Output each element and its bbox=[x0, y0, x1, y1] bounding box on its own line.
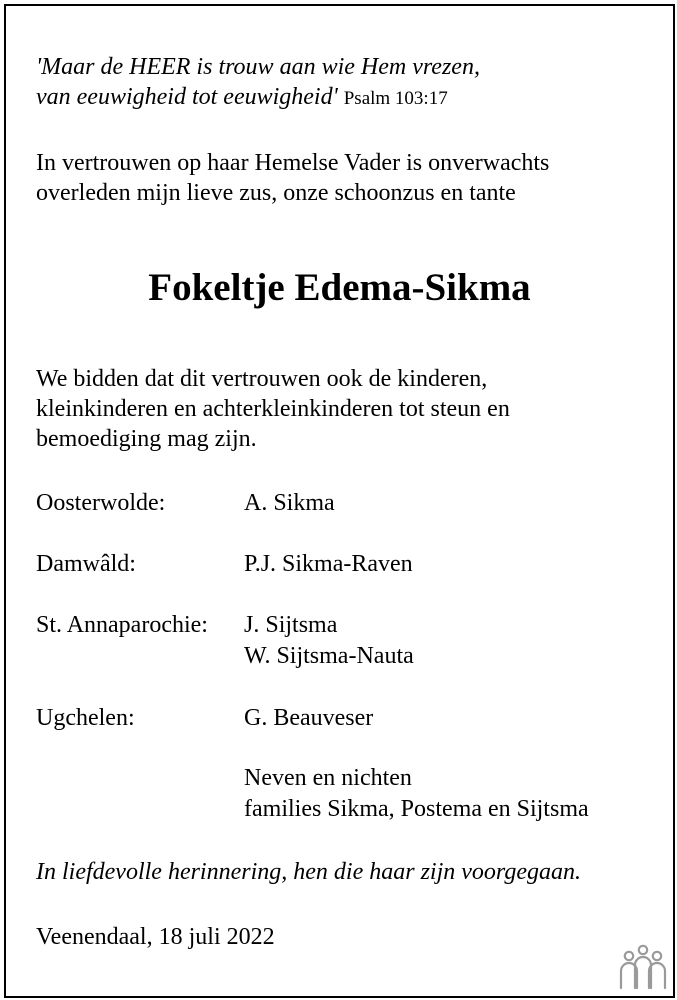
obituary-card bbox=[4, 4, 675, 998]
prayer-line-2: kleinkinderen en achterkleinkinderen tot steun en bbox=[36, 396, 510, 422]
relative-name: J. Sijtsma bbox=[244, 612, 338, 638]
prayer-line-3: bemoediging mag zijn. bbox=[36, 426, 257, 452]
intro-line-2: overleden mijn lieve zus, onze schoonzus en tante bbox=[36, 180, 516, 206]
people-group-icon bbox=[618, 944, 668, 990]
bible-quote-text: van eeuwigheid tot eeuwigheid' bbox=[36, 84, 338, 110]
deceased-name: Fokeltje Edema-Sikma bbox=[148, 266, 531, 309]
bible-quote-line-2 bbox=[36, 82, 448, 114]
relative-name: G. Beauveser bbox=[244, 705, 374, 731]
relative-place: St. Annaparochie: bbox=[36, 612, 208, 638]
memorial-line: In liefdevolle herinnering, hen die haar zijn voorgegaan. bbox=[36, 859, 582, 885]
relative-name: P.J. Sikma-Raven bbox=[244, 551, 413, 577]
intro-line-1: In vertrouwen op haar Hemelse Vader is onverwachts bbox=[36, 150, 550, 176]
bible-reference: Psalm 103:17 bbox=[343, 88, 448, 109]
bible-quote-line-1: 'Maar de HEER is trouw aan wie Hem vrezen, bbox=[36, 54, 480, 80]
relative-name: A. Sikma bbox=[244, 490, 335, 516]
relative-place: Damwâld: bbox=[36, 551, 136, 577]
relative-name: W. Sijtsma-Nauta bbox=[244, 643, 414, 669]
relative-place: Ugchelen: bbox=[36, 705, 135, 731]
prayer-line-1: We bidden dat dit vertrouwen ook de kinderen, bbox=[36, 366, 488, 392]
place-and-date: Veenendaal, 18 juli 2022 bbox=[36, 924, 275, 950]
extended-family-line: Neven en nichten bbox=[244, 765, 412, 791]
relative-place: Oosterwolde: bbox=[36, 490, 166, 516]
extended-family-line: families Sikma, Postema en Sijtsma bbox=[244, 796, 589, 822]
